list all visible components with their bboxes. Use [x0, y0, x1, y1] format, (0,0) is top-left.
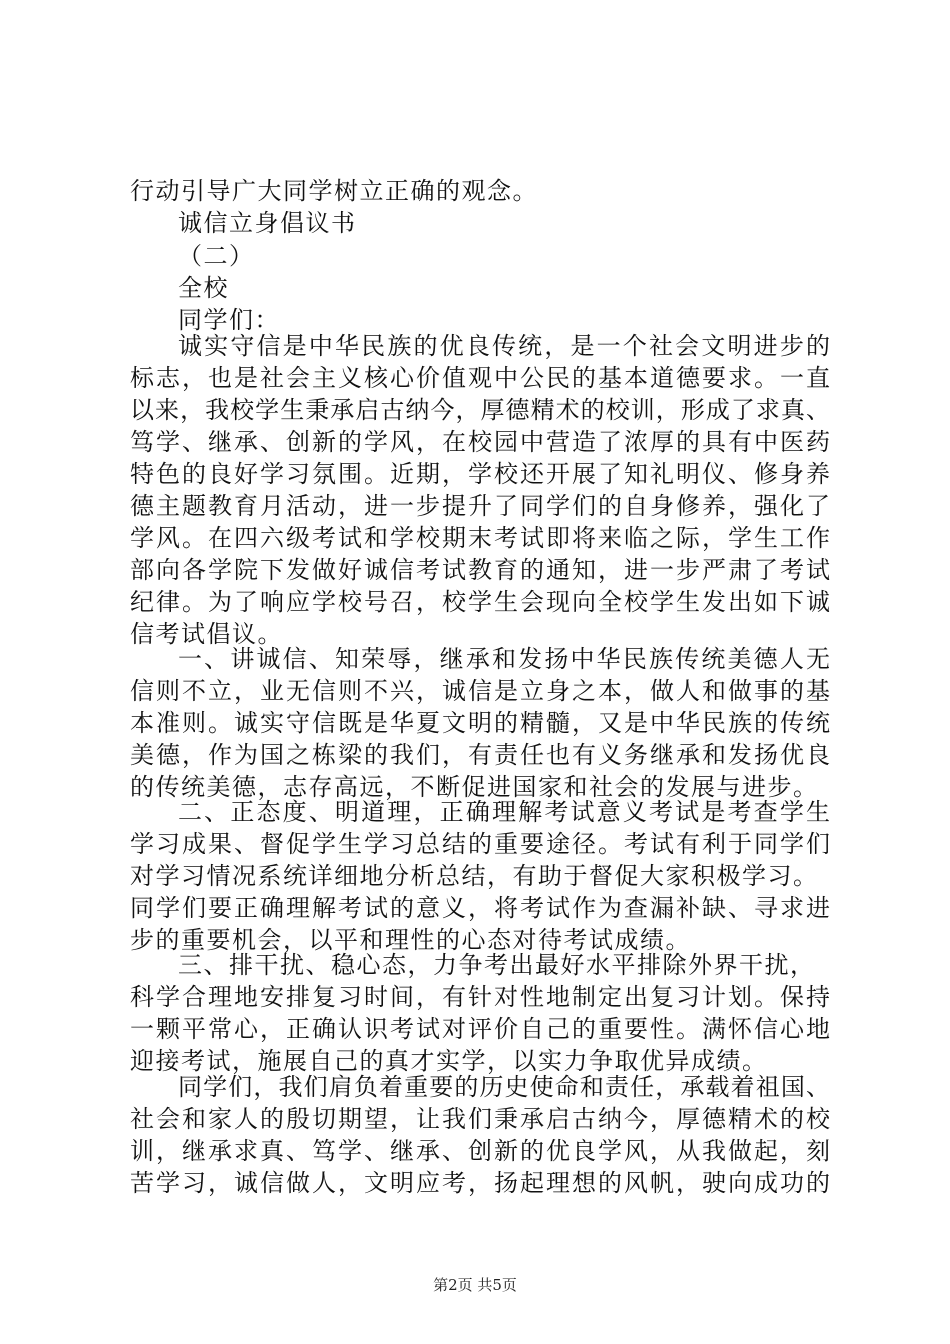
text-line: 以来，我校学生秉承启古纳今，厚德精术的校训，形成了求真、 — [130, 396, 830, 424]
text-line: 同学们： — [178, 306, 280, 334]
text-line: 诚实守信是中华民族的优良传统，是一个社会文明进步的 — [178, 332, 830, 360]
text-line: 三、排干扰、稳心态，力争考出最好水平排除外界干扰， — [178, 951, 816, 979]
text-line: 学风。在四六级考试和学校期末考试即将来临之际，学生工作 — [130, 524, 830, 552]
text-line: （二） — [178, 242, 255, 270]
text-line: 一颗平常心，正确认识考试对评价自己的重要性。满怀信心地 — [130, 1015, 830, 1043]
text-line: 全校 — [178, 274, 229, 302]
text-line: 特色的良好学习氛围。近期，学校还开展了知礼明仪、修身养 — [130, 460, 830, 488]
text-line: 训，继承求真、笃学、继承、创新的优良学风，从我做起，刻 — [130, 1137, 830, 1165]
text-line: 行动引导广大同学树立正确的观念。 — [130, 177, 538, 205]
text-line: 科学合理地安排复习时间，有针对性地制定出复习计划。保持 — [130, 983, 830, 1011]
text-line: 一、讲诚信、知荣辱，继承和发扬中华民族传统美德人无 — [178, 645, 830, 673]
text-line: 社会和家人的殷切期望，让我们秉承启古纳今，厚德精术的校 — [130, 1105, 830, 1133]
text-line: 本准则。诚实守信既是华夏文明的精髓，又是中华民族的传统 — [130, 709, 830, 737]
text-line: 对学习情况系统详细地分析总结，有助于督促大家积极学习。 — [130, 862, 819, 890]
page-number-footer: 第2页 共5页 — [433, 1276, 517, 1294]
text-line: 步的重要机会，以平和理性的心态对待考试成绩。 — [130, 926, 691, 954]
text-line: 信则不立，业无信则不兴，诚信是立身之本，做人和做事的基 — [130, 677, 830, 705]
text-line: 同学们要正确理解考试的意义，将考试作为查漏补缺、寻求进 — [130, 894, 830, 922]
text-line: 诚信立身倡议书 — [178, 209, 357, 237]
text-line: 纪律。为了响应学校号召，校学生会现向全校学生发出如下诚 — [130, 588, 830, 616]
text-line: 迎接考试，施展自己的真才实学，以实力争取优异成绩。 — [130, 1047, 768, 1075]
text-line: 信考试倡议。 — [130, 620, 283, 648]
text-line: 同学们，我们肩负着重要的历史使命和责任，承载着祖国、 — [178, 1073, 830, 1101]
text-line: 苦学习，诚信做人，文明应考，扬起理想的风帆，驶向成功的 — [130, 1169, 830, 1197]
text-line: 美德，作为国之栋梁的我们，有责任也有义务继承和发扬优良 — [130, 741, 830, 769]
text-line: 标志，也是社会主义核心价值观中公民的基本道德要求。一直 — [130, 364, 830, 392]
text-line: 笃学、继承、创新的学风，在校园中营造了浓厚的具有中医药 — [130, 428, 830, 456]
text-line: 的传统美德，志存高远，不断促进国家和社会的发展与进步。 — [130, 773, 819, 801]
text-line: 二、正态度、明道理，正确理解考试意义考试是考查学生 — [178, 798, 830, 826]
text-line: 德主题教育月活动，进一步提升了同学们的自身修养，强化了 — [130, 492, 830, 520]
text-line: 学习成果、督促学生学习总结的重要途径。考试有利于同学们 — [130, 830, 830, 858]
text-line: 部向各学院下发做好诚信考试教育的通知，进一步严肃了考试 — [130, 556, 830, 584]
